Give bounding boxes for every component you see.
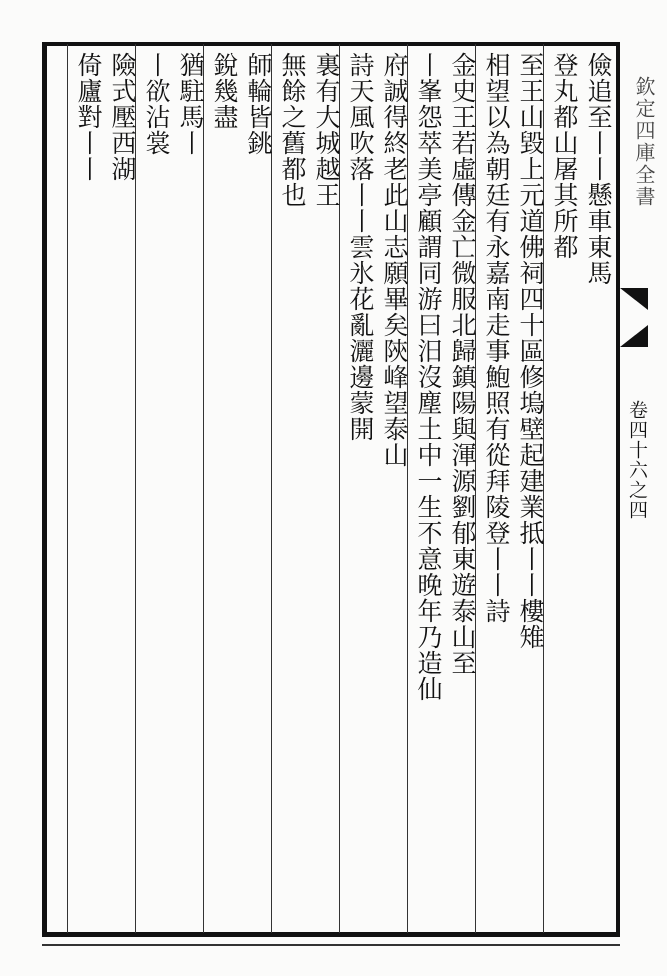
text-column (277, 52, 307, 208)
text-column (549, 52, 579, 260)
column-text: 儉追至丨丨懸車東馬 (584, 52, 613, 286)
text-column (413, 52, 443, 702)
column-text: 師輪皆銚 (244, 52, 273, 156)
text-column (379, 52, 409, 468)
column-text: 詩天風吹落丨丨雲氷花亂灑邊蒙開 (346, 52, 375, 442)
text-column (447, 52, 477, 676)
text-column (175, 52, 205, 156)
column-text: 至王山毀上元道佛祠四十區修塢壁起建業抵丨丨樓雉 (516, 52, 545, 650)
text-column (73, 52, 103, 182)
column-rule (67, 44, 68, 933)
column-text: 險式壓西湖 (108, 52, 137, 182)
header-fragment: 欽定四庫全書 (632, 76, 656, 208)
text-column (209, 52, 239, 130)
text-column (583, 52, 613, 286)
bottom-rule (42, 944, 620, 946)
text-column (141, 52, 171, 156)
column-text: 相望以為朝廷有永嘉南走事鮑照有從拜陵登丨丨詩 (482, 52, 511, 624)
column-text: 丨欲沾裳 (142, 52, 171, 156)
text-column (311, 52, 341, 208)
running-header (620, 42, 667, 292)
text-column (515, 52, 545, 650)
column-rule (203, 44, 204, 933)
column-text: 猶駐馬丨 (176, 52, 205, 156)
fish-tail-mark-lower (620, 325, 648, 347)
text-column (345, 52, 375, 442)
text-column (243, 52, 273, 156)
text-column (481, 52, 511, 624)
column-text: 丨峯怨萃美亭顧謂同游曰汨沒塵土中一生不意晚年乃造仙 (414, 52, 443, 702)
column-rule (271, 44, 272, 933)
column-text: 無餘之舊都也 (278, 52, 307, 208)
column-text: 金史王若虛傳金亡微服北歸鎮陽與渾源劉郁東遊泰山至 (448, 52, 477, 676)
text-column (107, 52, 137, 182)
column-text: 裏有大城越王 (312, 52, 341, 208)
column-text: 倚廬對丨丨 (74, 52, 103, 182)
volume-label: 卷四十六之四 (626, 400, 648, 520)
fish-tail-mark-upper (620, 288, 648, 310)
column-text: 銳幾盡 (210, 52, 239, 130)
column-text: 府誠得終老此山志願畢矣陝峰望泰山 (380, 52, 409, 468)
column-text: 登丸都山屠其所都 (550, 52, 579, 260)
